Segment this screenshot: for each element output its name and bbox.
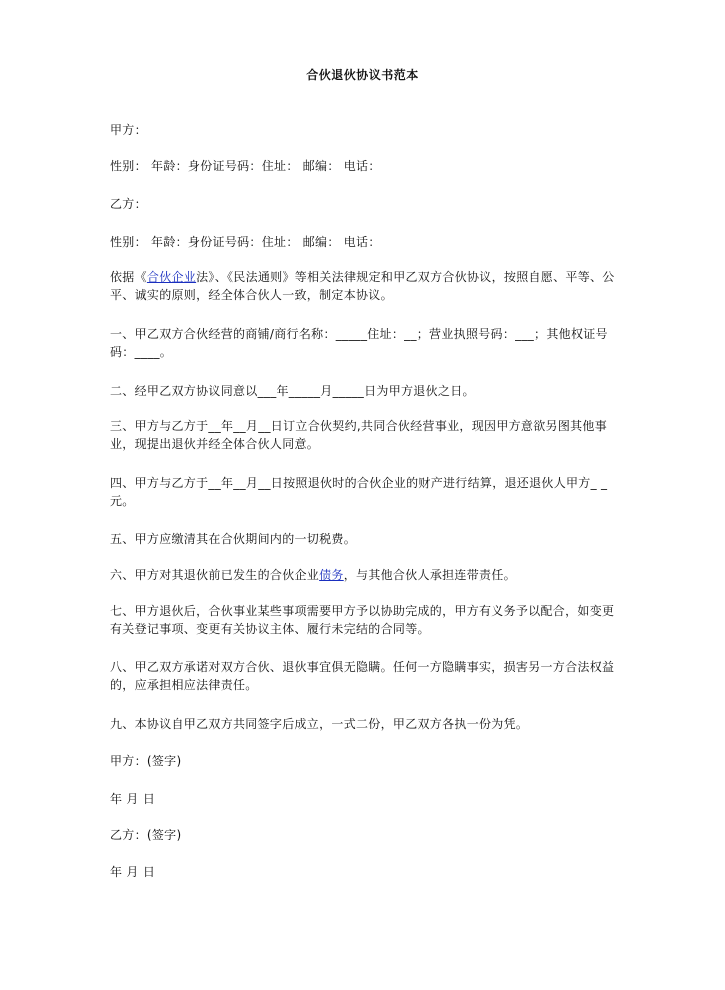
- signature-party-b: 乙方：(签字): [110, 828, 182, 842]
- clause-7: 七、甲方退伙后，合伙事业某些事项需要甲方予以协助完成的，甲方有义务予以配合，如变更有关登记事项、变更有关协议主体、履行未完结的合同等。: [110, 604, 615, 636]
- date-party-a: 年 月 日: [110, 792, 156, 806]
- partnership-enterprise-link[interactable]: 合伙企业: [146, 270, 197, 284]
- date-party-b: 年 月 日: [110, 865, 156, 879]
- page-title: 合伙退伙协议书范本: [306, 68, 419, 82]
- clause-6: [110, 566, 620, 584]
- clause-4: 四、甲方与乙方于__年__月__日按照退伙时的合伙企业的财产进行结算，退还退伙人甲方_ _元。: [110, 476, 608, 508]
- party-b-info: 性别： 年龄：身份证号码：住址： 邮编： 电话：: [110, 235, 381, 249]
- party-a-info: 性别： 年龄：身份证号码：住址： 邮编： 电话：: [110, 159, 381, 173]
- party-a-label: 甲方：: [110, 123, 147, 137]
- clause-5: 五、甲方应缴清其在合伙期间内的一切税费。: [110, 532, 357, 546]
- clause-9: 九、本协议自甲乙双方共同签字后成立，一式二份，甲乙双方各执一份为凭。: [110, 717, 529, 731]
- clause-2: 二、经甲乙双方协议同意以___年_____月_____日为甲方退伙之日。: [110, 384, 475, 398]
- clause-6-post: ，与其他合伙人承担连带责任。: [343, 568, 516, 582]
- intro-text-pre: 依据《: [110, 270, 147, 284]
- intro-paragraph: [110, 268, 620, 304]
- clause-6-pre: 六、甲方对其退伙前已发生的合伙企业: [110, 568, 320, 582]
- signature-party-a: 甲方：(签字): [110, 754, 182, 768]
- party-b-label: 乙方：: [110, 197, 147, 211]
- debt-link[interactable]: 债务: [319, 568, 344, 582]
- intro-text-post: 法》、《民法通则》等相关法律规定和甲乙双方合伙协议，按照自愿、平等、公平、诚实的原则，经全体合伙人一致，制定本协议。: [110, 270, 615, 302]
- clause-3: 三、甲方与乙方于__年__月__日订立合伙契约,共同合伙经营事业，现因甲方意欲另图其他事业，现提出退伙并经全体合伙人同意。: [110, 419, 608, 451]
- clause-8: 八、甲乙双方承诺对双方合伙、退伙事宜俱无隐瞒。任何一方隐瞒事实，损害另一方合法权益的，应承担相应法律责任。: [110, 660, 615, 692]
- clause-1: 一、甲乙双方合伙经营的商铺/商行名称：_____住址：__；营业执照号码：___；其他权证号码：____。: [110, 327, 608, 359]
